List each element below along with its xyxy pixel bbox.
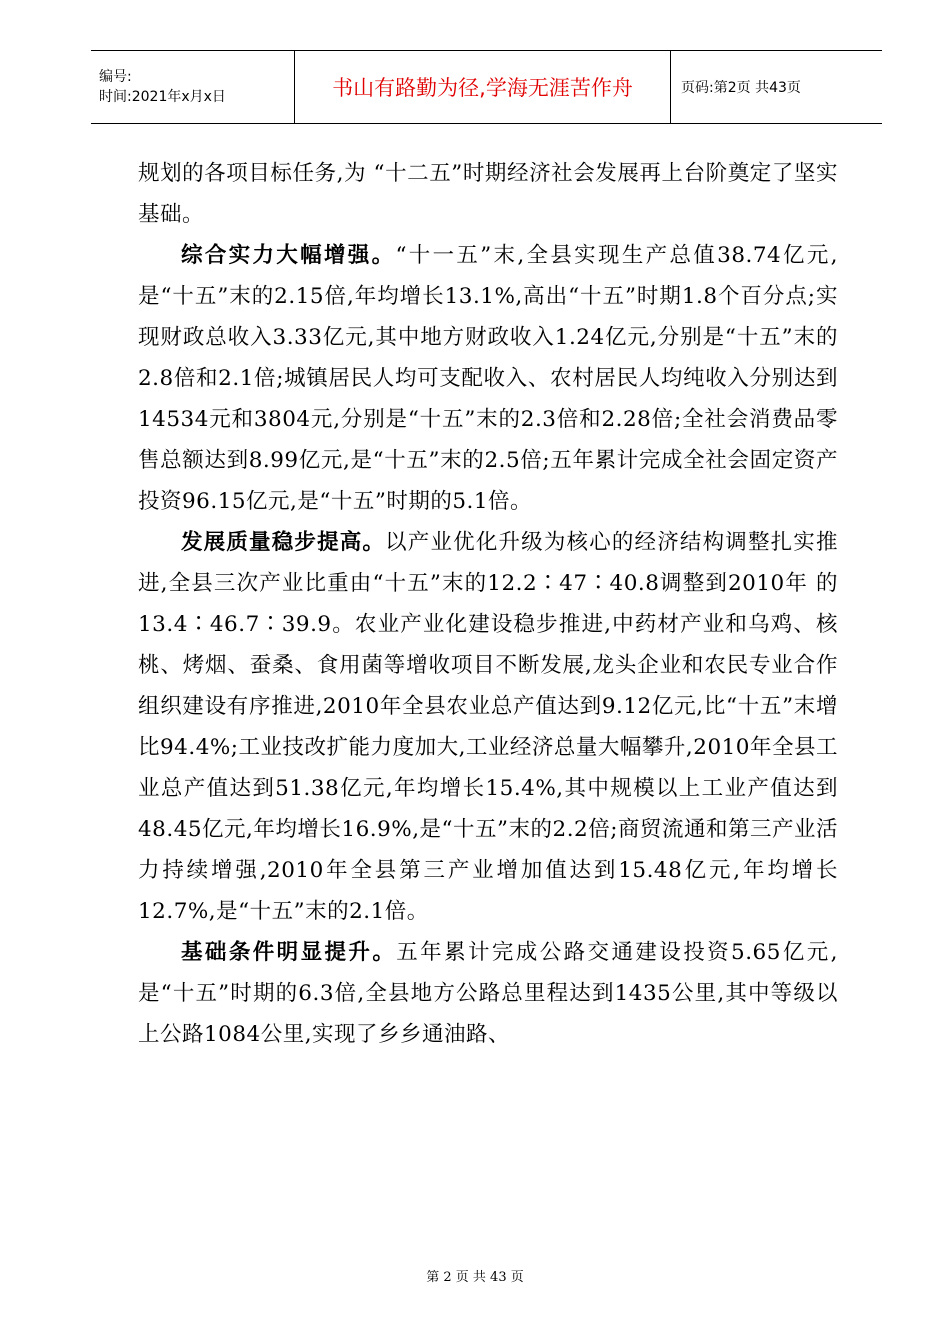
header-motto: 书山有路勤为径,学海无涯苦作舟	[295, 51, 671, 124]
heading-infrastructure: 基础条件明显提升。	[181, 940, 397, 965]
header-page-number: 页码:第2页 共43页	[671, 51, 883, 124]
page-header	[91, 50, 882, 124]
number-label: 编号:	[99, 69, 132, 85]
heading-development-quality: 发展质量稳步提高。	[181, 530, 386, 555]
paragraph-intro-text: 规划的各项目标任务,为 “十二五”时期经济社会发展再上台阶奠定了坚实基础。	[138, 161, 838, 227]
paragraph-overall-strength	[138, 235, 838, 522]
paragraph-infrastructure	[138, 932, 838, 1055]
paragraph-development-quality-text: 以产业优化升级为核心的经济结构调整扎实推进,全县三次产业比重由“十五”末的12.2∶47∶40.8调整到2010年 的13.4∶46.7∶39.9。农业产业化建设稳步推进,中药材产业和乌鸡、核桃、烤烟、蚕桑、食用菌等增收项目不断发展,龙头企业和农民专业合作组织建设有序推进,2010年全县农业总产值达到9.12亿元,比“十五”末增比94.4%;工业技改扩能力度加大,工业经济总量大幅攀升,2010年全县工业总产值达到51.38亿元,年均增长15.4%,其中规模以上工业产值达到48.45亿元,年均增长16.9%,是“十五”末的2.2倍;商贸流通和第三产业活力持续增强,2010年全县第三产业增加值达到15.48亿元,年均增长12.7%,是“十五”末的2.1倍。	[138, 530, 838, 924]
time-label: 时间:2021年x月x日	[99, 89, 226, 105]
paragraph-overall-strength-text: “十一五”末,全县实现生产总值38.74亿元,是“十五”末的2.15倍,年均增长13.1%,高出“十五”时期1.8个百分点;实现财政总收入3.33亿元,其中地方财政收入1.24亿元,分别是“十五”末的2.8倍和2.1倍;城镇居民人均可支配收入、农村居民人均纯收入分别达到14534元和3804元,分别是“十五”末的2.3倍和2.28倍;全社会消费品零售总额达到8.99亿元,是“十五”末的2.5倍;五年累计完成全社会固定资产投资96.15亿元,是“十五”时期的5.1倍。	[138, 243, 838, 514]
page-footer: 第 2 页 共 43 页	[426, 1270, 524, 1285]
paragraph-infrastructure-text: 五年累计完成公路交通建设投资5.65亿元,是“十五”时期的6.3倍,全县地方公路总里程达到1435公里,其中等级以上公路1084公里,实现了乡乡通油路、	[138, 940, 838, 1047]
header-meta	[91, 51, 295, 124]
paragraph-intro	[138, 153, 838, 235]
document-body	[138, 153, 838, 1055]
paragraph-development-quality	[138, 522, 838, 932]
heading-overall-strength: 综合实力大幅增强。	[181, 243, 396, 268]
